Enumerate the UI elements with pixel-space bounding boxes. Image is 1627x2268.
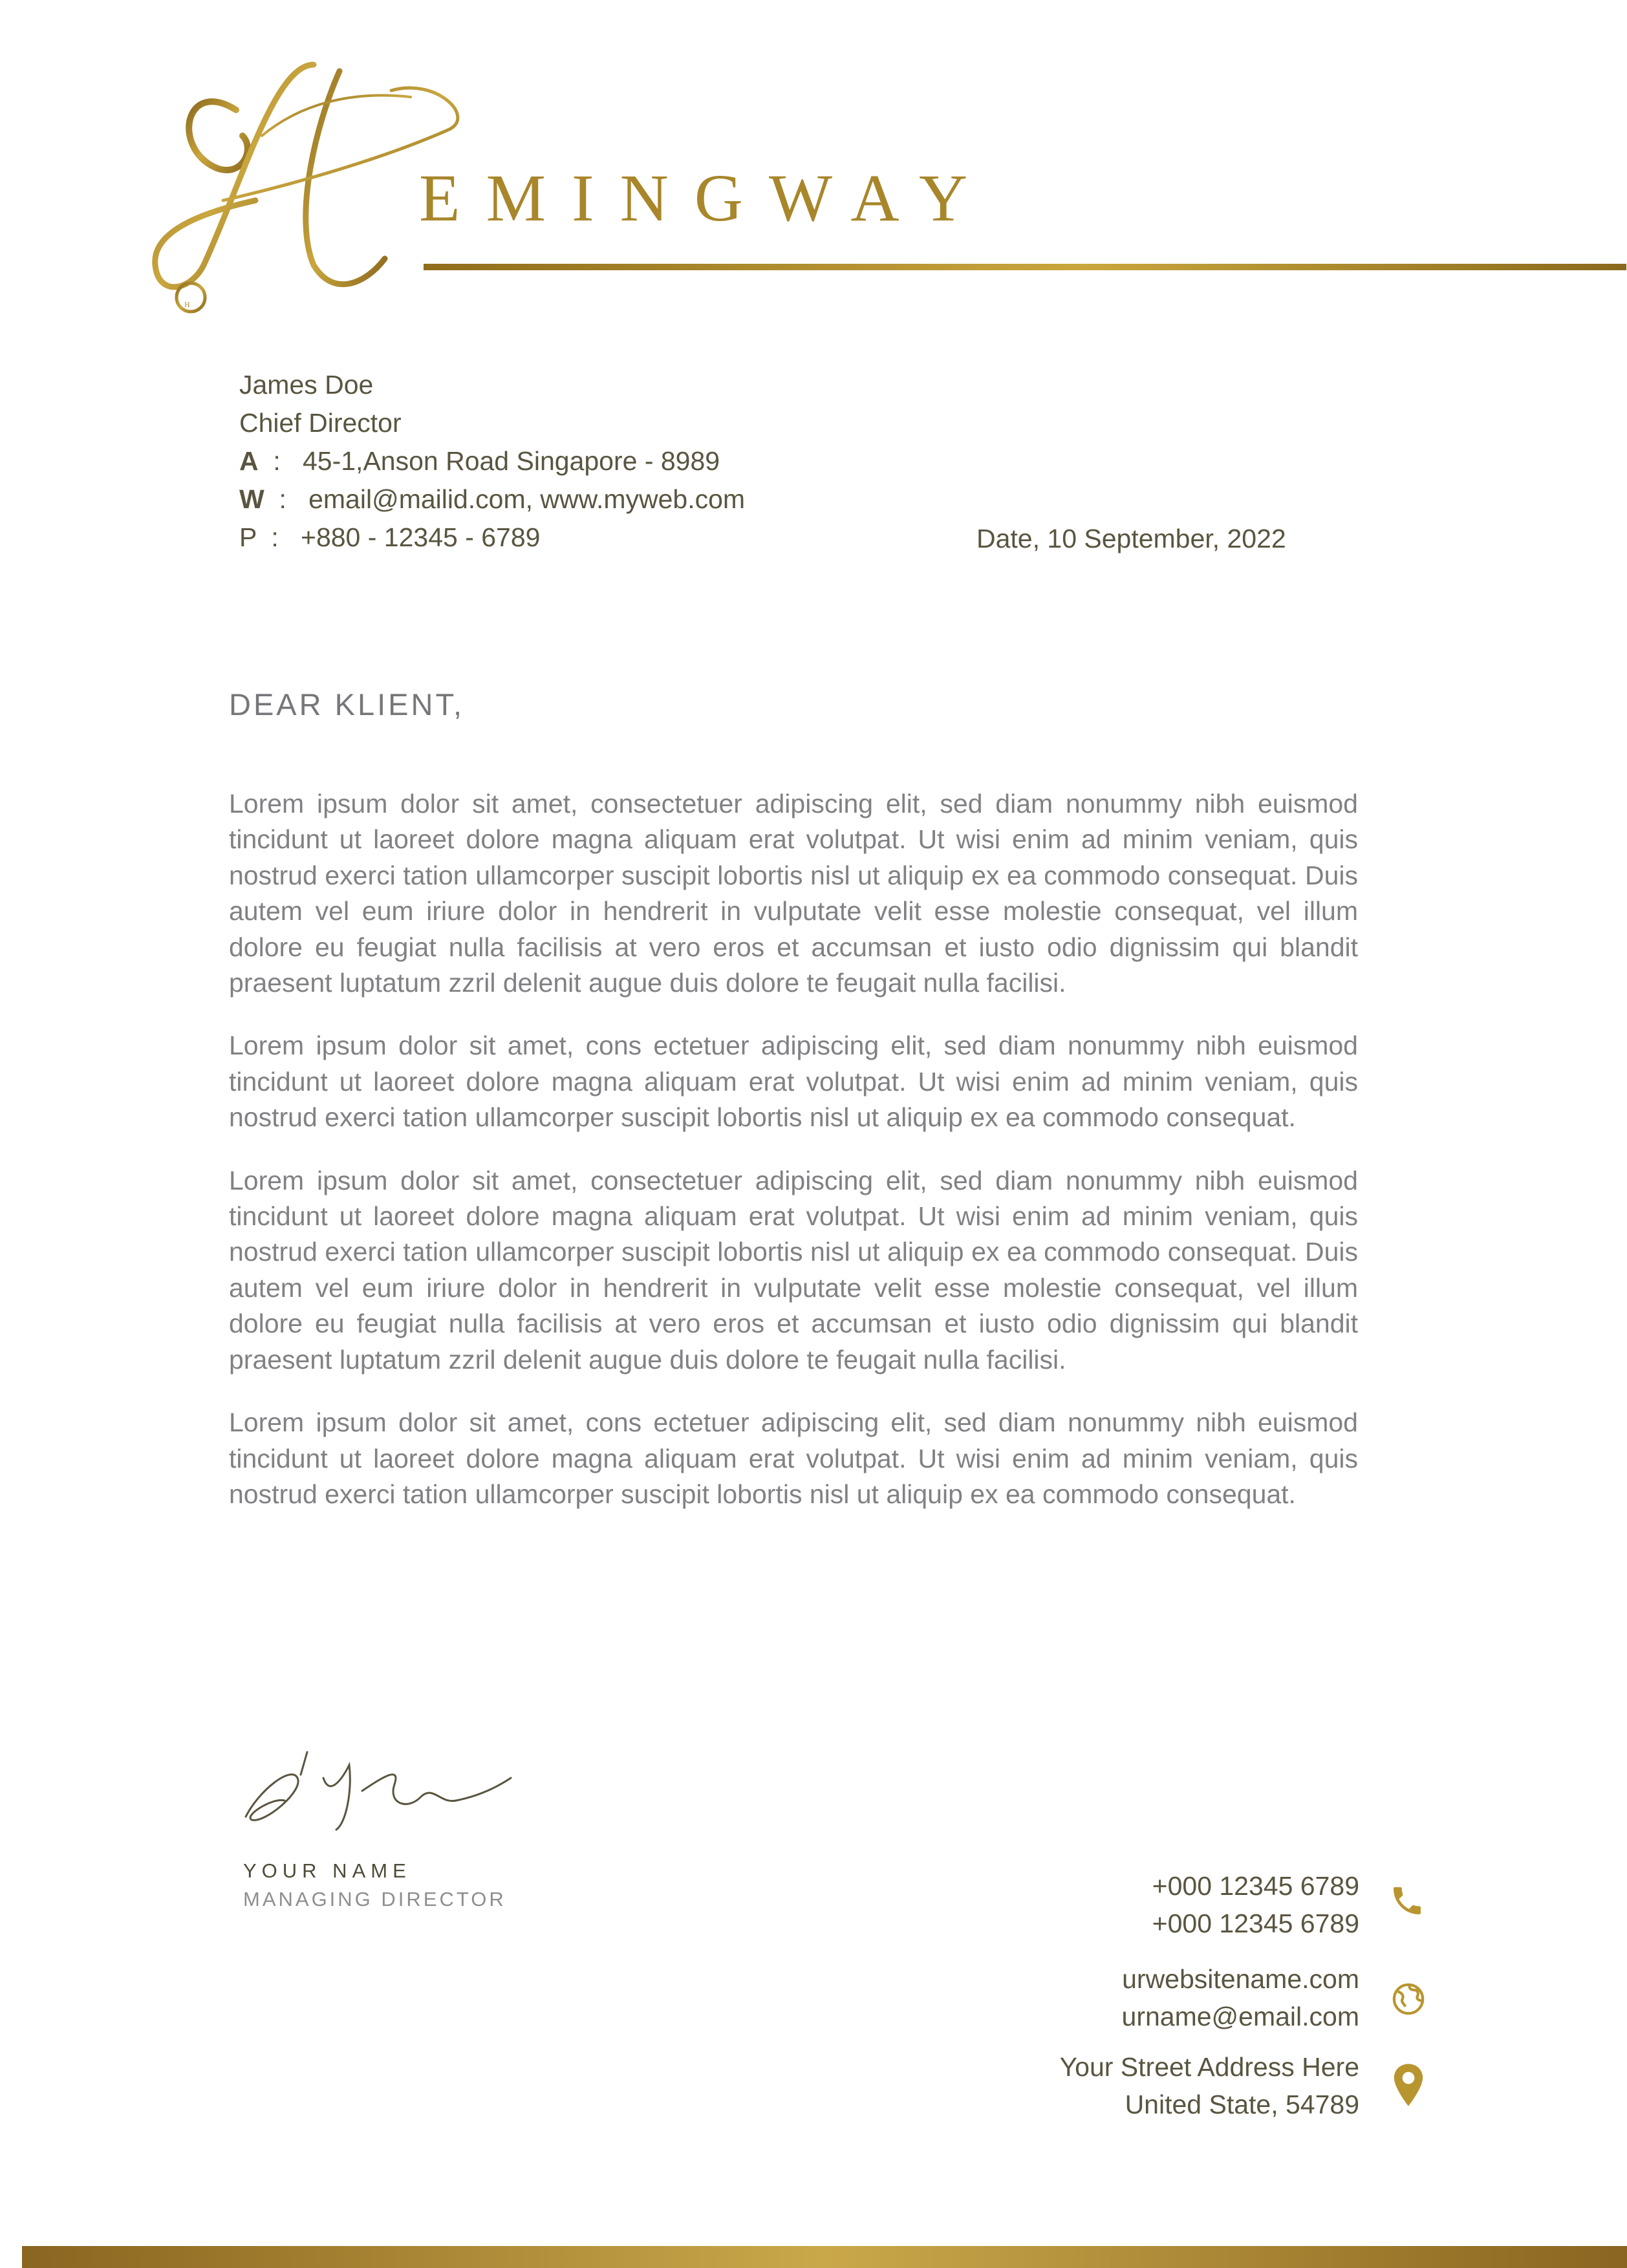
greeting: DEAR KLIENT,: [229, 687, 465, 722]
brand-wordmark: EMINGWAY: [419, 161, 994, 235]
contact-city: United State, 54789: [1125, 2090, 1359, 2119]
sender-web-row: W : email@mailid.com, www.myweb.com: [239, 480, 745, 519]
svg-text:H: H: [184, 302, 190, 309]
sender-address-row: A : 45-1,Anson Road Singapore - 8989: [239, 442, 745, 480]
sender-phone: +880 - 12345 - 6789: [301, 522, 541, 552]
phone-icon: [1389, 1883, 1425, 1919]
globe-icon: [1390, 1981, 1427, 2017]
paragraph-4: Lorem ipsum dolor sit amet, cons ectetuer adipiscing elit, sed diam nonummy nibh euismod tincidunt ut laoreet dolore magna aliquam erat volutpat. Ut wisi enim ad minim veniam, quis nostrud exerci tation ullamcorper suscipit lobortis nisl ut aliquip ex ea commodo consequat.: [229, 1407, 1358, 1509]
address-key: A: [239, 446, 259, 476]
paragraph-3: Lorem ipsum dolor sit amet, consectetuer adipiscing elit, sed diam nonummy nibh euismod tincidunt ut laoreet dolore magna aliquam erat volutpat. Ut wisi enim ad minim veniam, quis nostrud exerci tation ullamcorper suscipit lobortis nisl ut aliquip ex ea commodo consequat. Duis autem vel eum iriure dolor in hendrerit in vulputate velit esse molestie consequat, vel illum dolore eu feugiat nulla facilisis at vero eros et accumsan et iusto odio dignissim qui blandit praesent luptatum zzril delenit augue duis dolore te feugait nulla facilisi.: [229, 1165, 1358, 1375]
contact-phone-2[interactable]: +000 12345 6789: [1152, 1909, 1359, 1938]
phone-key: P: [239, 522, 257, 552]
contact-phones: [1152, 1867, 1359, 1942]
sender-web: email@mailid.com, www.myweb.com: [308, 484, 746, 514]
sender-title: Chief Director: [239, 408, 402, 438]
sender-address: 45-1,Anson Road Singapore - 8989: [303, 446, 720, 476]
signoff-title: MANAGING DIRECTOR: [243, 1888, 506, 1910]
location-pin-icon: [1390, 2062, 1427, 2108]
paragraph-1: Lorem ipsum dolor sit amet, consectetuer adipiscing elit, sed diam nonummy nibh euismod tincidunt ut laoreet dolore magna aliquam erat volutpat. Ut wisi enim ad minim veniam, quis nostrud exerci tation ullamcorper suscipit lobortis nisl ut aliquip ex ea commodo consequat. Duis autem vel eum iriure dolor in hendrerit in vulputate velit esse molestie consequat, vel illum dolore eu feugiat nulla facilisis at vero eros et accumsan et iusto odio dignissim qui blandit praesent luptatum zzril delenit augue duis dolore te feugait nulla facilisi.: [229, 789, 1358, 998]
contact-phone-1[interactable]: +000 12345 6789: [1152, 1871, 1359, 1901]
letter-body: [229, 786, 1358, 1539]
signature: [233, 1739, 524, 1836]
contact-email[interactable]: urname@email.com: [1121, 2002, 1359, 2031]
paragraph-2: Lorem ipsum dolor sit amet, cons ectetuer adipiscing elit, sed diam nonummy nibh euismod tincidunt ut laoreet dolore magna aliquam erat volutpat. Ut wisi enim ad minim veniam, quis nostrud exerci tation ullamcorper suscipit lobortis nisl ut aliquip ex ea commodo consequat.: [229, 1031, 1358, 1133]
signoff-name: YOUR NAME: [243, 1859, 411, 1882]
letter-date: Date, 10 September, 2022: [976, 524, 1286, 553]
contact-web: [1122, 1960, 1359, 2035]
footer-bar: [22, 2246, 1627, 2268]
sender-phone-row: P : +880 - 12345 - 6789: [239, 522, 541, 552]
contact-street: Your Street Address Here: [1059, 2052, 1359, 2082]
contact-address: [1060, 2048, 1359, 2123]
header-rule: [424, 264, 1626, 270]
contact-website[interactable]: urwebsitename.com: [1122, 1964, 1359, 1994]
sender-name: James Doe: [239, 370, 374, 400]
web-key: W: [239, 484, 264, 514]
sender-block: [239, 366, 745, 557]
